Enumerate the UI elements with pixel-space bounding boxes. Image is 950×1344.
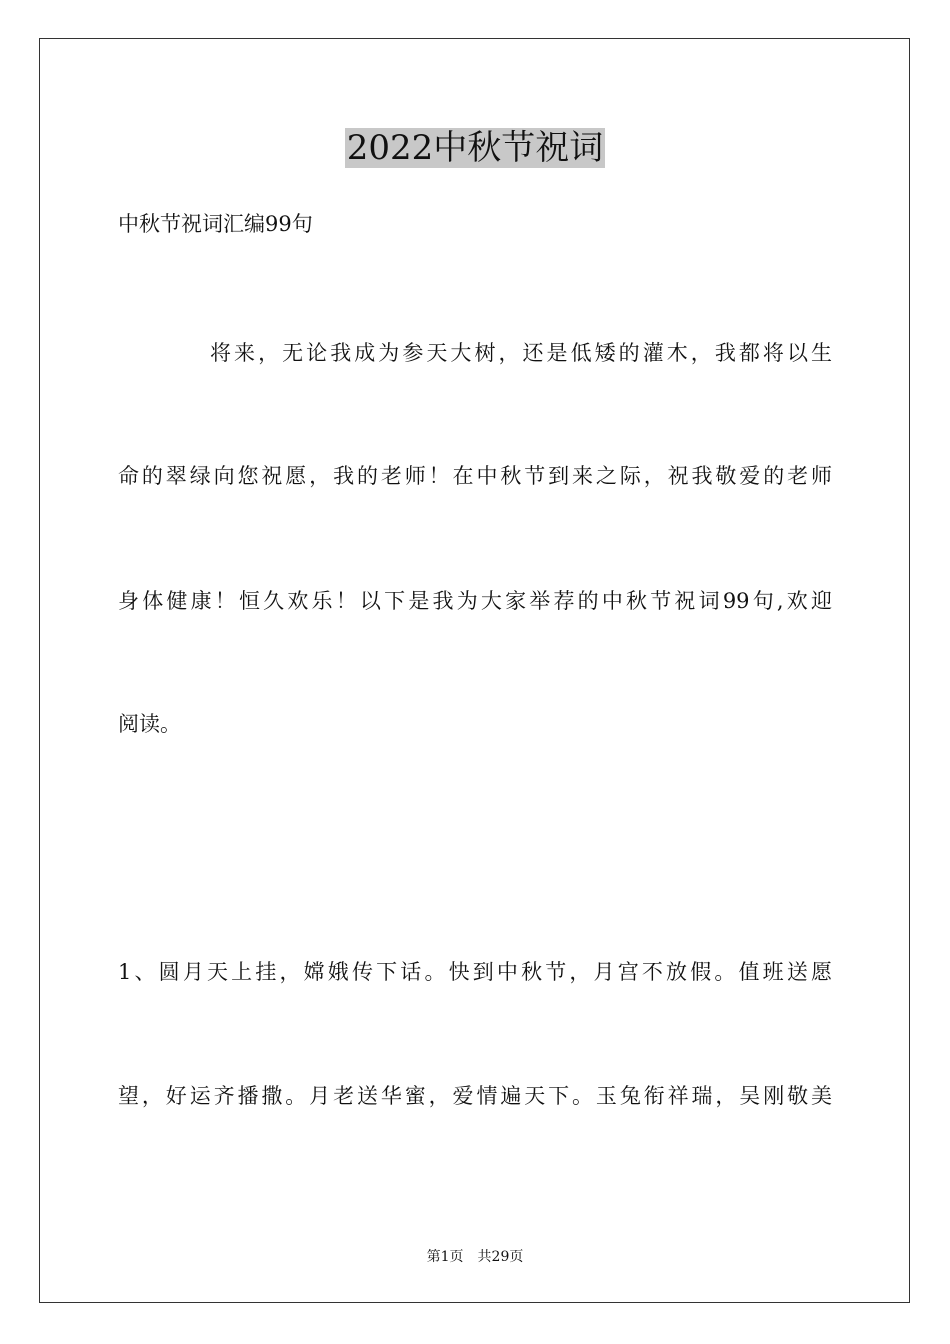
item-line-2: 望，好运齐播撒。月老送华蜜，爱情遍天下。玉兔衔祥瑞，吴刚敬美: [118, 1084, 832, 1108]
page-number: 第1页: [426, 1249, 464, 1265]
intro-line-4: 阅读。: [118, 712, 181, 736]
intro-line-2: 命的翠绿向您祝愿，我的老师！在中秋节到来之际，祝我敬爱的老师: [118, 464, 832, 488]
intro-line-1: 将来，无论我成为参天大树，还是低矮的灌木，我都将以生: [210, 341, 832, 365]
document-subtitle: 中秋节祝词汇编99句: [118, 212, 313, 236]
item-line-1: 1、圆月天上挂，嫦娥传下话。快到中秋节，月宫不放假。值班送愿: [118, 960, 832, 984]
page-total: 共29页: [477, 1249, 524, 1265]
intro-line-3: 身体健康！恒久欢乐！以下是我为大家举荐的中秋节祝词99句,欢迎: [118, 589, 832, 613]
title-container: [0, 128, 950, 168]
document-title: 2022中秋节祝词: [346, 128, 604, 168]
page-footer: [0, 1248, 950, 1266]
